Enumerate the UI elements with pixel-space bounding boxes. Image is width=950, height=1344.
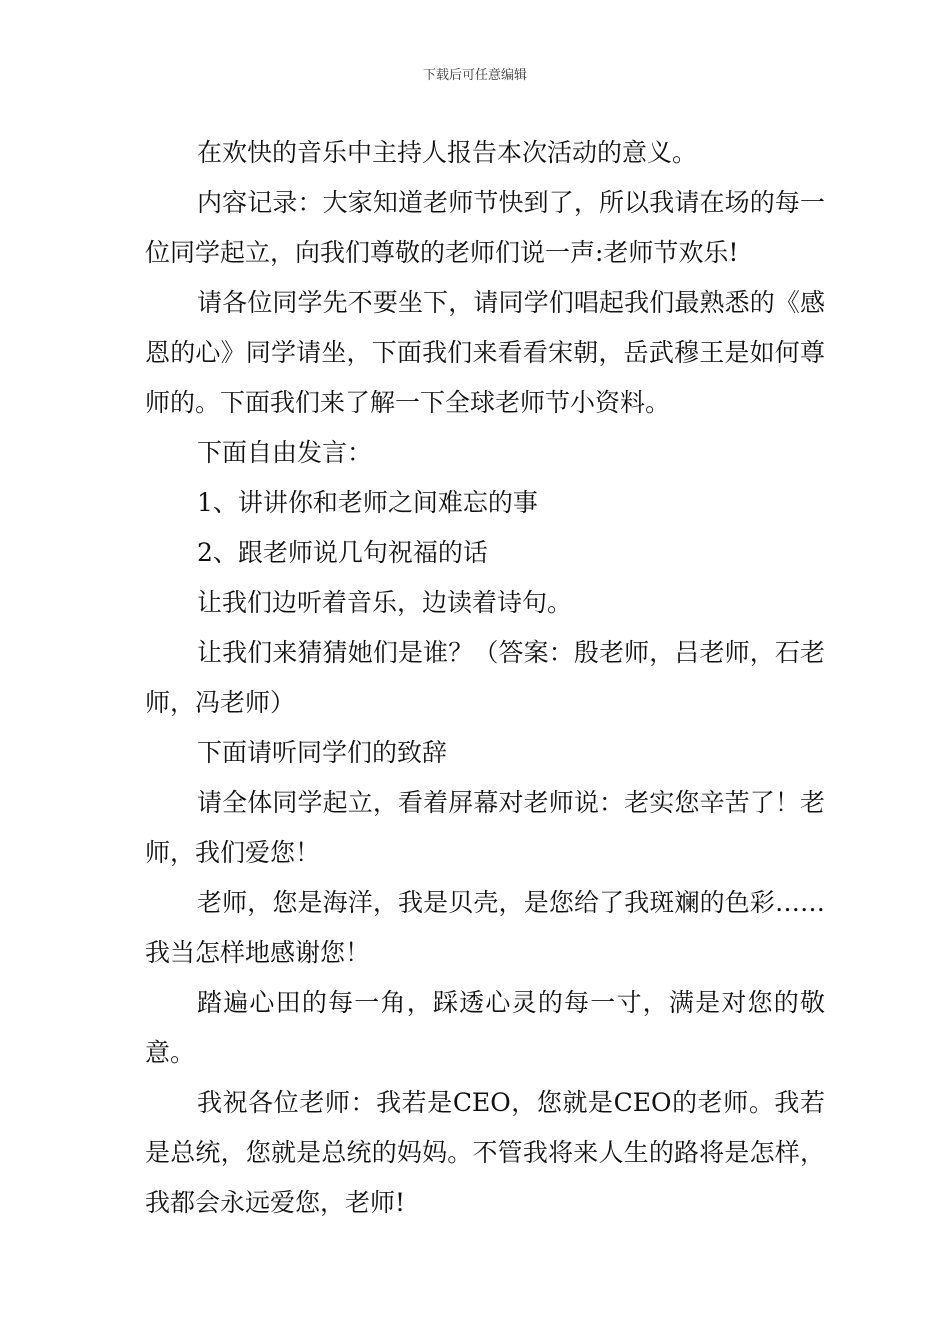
paragraph-respect: 踏遍心田的每一角，踩透心灵的每一寸，满是对您的敬意。 xyxy=(145,988,825,1067)
list-item-1: 1、讲讲你和老师之间难忘的事 xyxy=(197,488,538,517)
paragraph-content-record: 内容记录：大家知道老师节快到了，所以我请在场的每一位同学起立，向我们尊敬的老师们说一声:老师节欢乐! xyxy=(145,188,825,267)
paragraph-song: 请各位同学先不要坐下，请同学们唱起我们最熟悉的《感恩的心》同学请坐，下面我们来看看宋朝，岳武穆王是如何尊师的。下面我们来了解一下全球老师节小资料。 xyxy=(145,288,825,417)
paragraph-ocean: 老师，您是海洋，我是贝壳，是您给了我斑斓的色彩……我当怎样地感谢您！ xyxy=(145,888,825,967)
paragraph-stand-up: 请全体同学起立，看着屏幕对老师说：老实您辛苦了！老师，我们爱您！ xyxy=(145,788,825,867)
paragraph-speech: 下面请听同学们的致辞 xyxy=(197,738,448,767)
paragraph-wishes: 我祝各位老师：我若是CEO，您就是CEO的老师。我若是总统，您就是总统的妈妈。不管我将来人生的路将是怎样，我都会永远爱您，老师! xyxy=(145,1088,825,1217)
paragraph-free-speech: 下面自由发言： xyxy=(197,438,373,467)
page-header: 下载后可任意编辑 xyxy=(422,68,527,83)
list-item-2: 2、跟老师说几句祝福的话 xyxy=(197,538,488,567)
paragraph-guess: 让我们来猜猜她们是谁？（答案：殷老师，吕老师，石老师，冯老师） xyxy=(145,638,825,717)
document-body xyxy=(145,128,825,1228)
paragraph-music: 让我们边听着音乐，边读着诗句。 xyxy=(197,588,573,617)
paragraph-intro: 在欢快的音乐中主持人报告本次活动的意义。 xyxy=(197,138,698,167)
